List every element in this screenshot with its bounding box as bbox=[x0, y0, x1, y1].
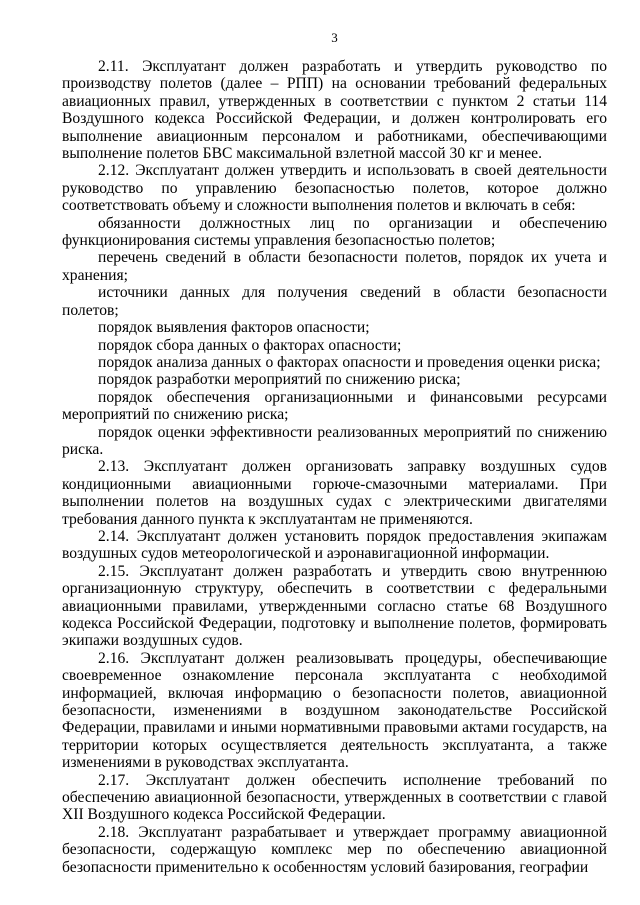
list-item-duties: обязанности должностных лиц по организации и обеспечению функционирования системы управления безопасностью полетов; bbox=[62, 214, 607, 250]
document-page bbox=[62, 30, 607, 876]
paragraph-2-11: 2.11. Эксплуатант должен разработать и утвердить руководство по производству полетов (далее – РПП) на основании требований федеральных авиационных правил, утвержденных в соответствии с пунктом 2 статьи 114 Воздушного кодекса Российской Федерации, и должен контролировать его выполнение авиационным персоналом и работниками, обеспечивающими выполнение полетов БВС максимальной взлетной массой 30 кг и менее. bbox=[62, 58, 607, 163]
paragraph-2-17: 2.17. Эксплуатант должен обеспечить исполнение требований по обеспечению авиационной безопасности, утвержденных в соответствии с главой XII Воздушного кодекса Российской Федерации. bbox=[62, 771, 607, 824]
list-item-effectiveness: порядок оценки эффективности реализованных мероприятий по снижению риска. bbox=[62, 423, 607, 458]
paragraph-2-14: 2.14. Эксплуатант должен установить порядок предоставления экипажам воздушных судов метеорологической и аэронавигационной информации. bbox=[62, 527, 607, 563]
list-item-hazard-analysis: порядок анализа данных о факторах опасности и проведения оценки риска; bbox=[98, 353, 601, 371]
paragraph-2-16: 2.16. Эксплуатант должен реализовывать процедуры, обеспечивающие своевременное ознакомление персонала эксплуатанта с необходимой информацией, включая информацию о безопасности полетов, авиационной безопасности, изменениями в воздушном законодательстве Российской Федерации, правилами и иными нормативными правовыми актами государств, на территории которых осуществляется деятельность эксплуатанта, а также изменениями в руководствах эксплуатанта. bbox=[62, 649, 607, 772]
list-item-hazard-data-collection: порядок сбора данных о факторах опасности; bbox=[98, 336, 402, 354]
list-item-risk-mitigation: порядок разработки мероприятий по снижению риска; bbox=[98, 371, 461, 389]
list-item-info-list: перечень сведений в области безопасности полетов, порядок их учета и хранения; bbox=[62, 249, 607, 284]
paragraph-2-13: 2.13. Эксплуатант должен организовать заправку воздушных судов кондиционными авиационными горюче-смазочными материалами. При выполнении полетов на воздушных судах с электрическими двигателями требования данного пункта к эксплуатантам не применяются. bbox=[62, 458, 607, 528]
paragraph-2-18: 2.18. Эксплуатант разрабатывает и утверждает программу авиационной безопасности, содержащую комплекс мер по обеспечению авиационной безопасности применительно к особенностям условий базирования, географии bbox=[62, 823, 607, 876]
paragraph-2-12: 2.12. Эксплуатант должен утвердить и использовать в своей деятельности руководство по управлению безопасностью полетов, которое должно соответствовать объему и сложности выполнения полетов и включать в себя: bbox=[62, 162, 607, 215]
paragraph-2-15: 2.15. Эксплуатант должен разработать и утвердить свою внутреннюю организационную структуру, обеспечить в соответствии с федеральными авиационными правилами, утвержденными согласно статье 68 Воздушного кодекса Российской Федерации, подготовку и выполнение полетов, формировать экипажи воздушных судов. bbox=[62, 562, 607, 650]
list-item-data-sources: источники данных для получения сведений в области безопасности полетов; bbox=[62, 284, 607, 319]
list-item-hazard-identification: порядок выявления факторов опасности; bbox=[98, 319, 370, 337]
page-number: 3 bbox=[331, 30, 338, 45]
list-item-resources: порядок обеспечения организационными и финансовыми ресурсами мероприятий по снижению риска; bbox=[62, 388, 607, 424]
